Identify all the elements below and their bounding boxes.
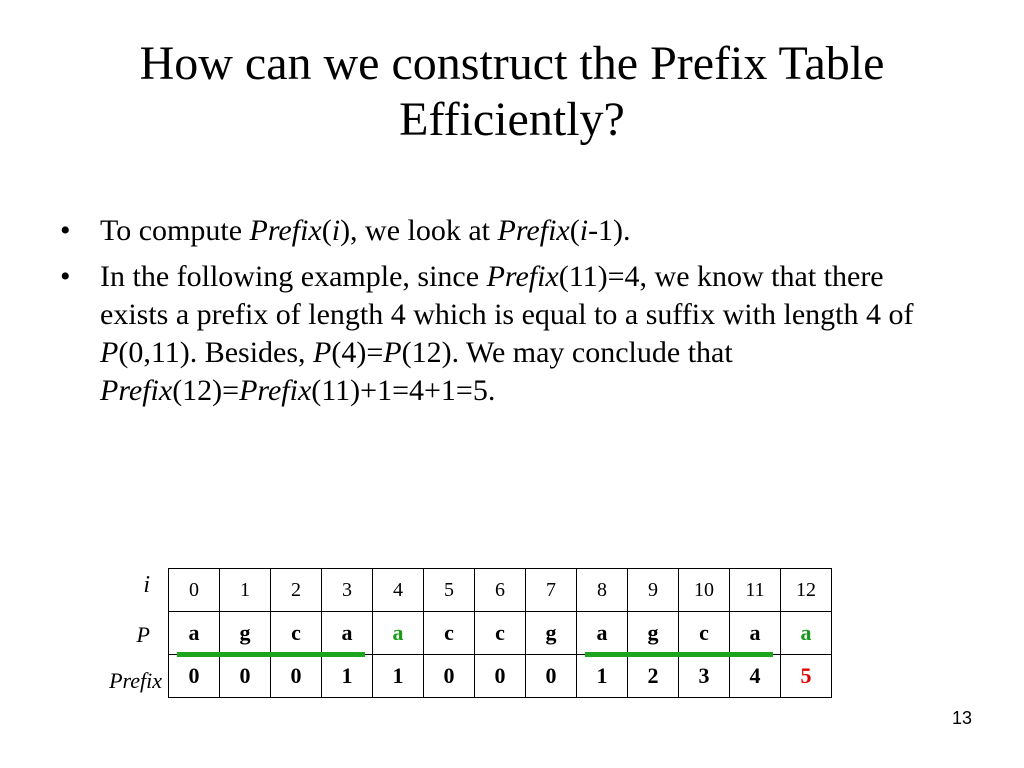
bullet-dot-icon: • xyxy=(60,214,71,247)
italic-term: i xyxy=(331,214,341,247)
text-run: (12)= xyxy=(172,374,240,407)
text-run: (12). We may conclude that xyxy=(401,336,733,369)
prefix-cell: 1 xyxy=(577,655,628,698)
prefix-cell: 1 xyxy=(373,655,424,698)
italic-term: Prefix xyxy=(486,260,559,293)
italic-term: i xyxy=(579,214,589,247)
pattern-cell: g xyxy=(526,612,577,655)
bullet-text-1 xyxy=(100,214,631,247)
index-cell: 7 xyxy=(526,569,577,612)
slide-title-line-1: How can we construct the Prefix Table xyxy=(139,37,885,90)
text-run: ( xyxy=(569,214,580,247)
prefix-cell: 0 xyxy=(220,655,271,698)
pattern-cell: a xyxy=(322,612,373,655)
bullet-dot-icon: • xyxy=(60,260,71,293)
text-run: (11)=4, we know that there exists a prefix of length 4 which is equal to a suffix with length 4 of xyxy=(100,260,914,331)
row-label-prefix: Prefix xyxy=(109,668,162,693)
prefix-row xyxy=(169,655,832,698)
prefix-cell: 0 xyxy=(424,655,475,698)
slide-title xyxy=(40,36,984,148)
italic-term: Prefix xyxy=(497,214,570,247)
italic-term: P xyxy=(313,336,332,369)
pattern-cell: c xyxy=(424,612,475,655)
pattern-cell: c xyxy=(679,612,730,655)
text-run: (0,11). Besides, xyxy=(118,336,314,369)
page-number: 13 xyxy=(951,708,972,728)
index-cell: 3 xyxy=(322,569,373,612)
index-cell: 10 xyxy=(679,569,730,612)
italic-term: Prefix xyxy=(239,374,312,407)
index-cell: 6 xyxy=(475,569,526,612)
match-underline xyxy=(585,652,773,657)
pattern-cell: c xyxy=(271,612,322,655)
text-run: ( xyxy=(321,214,332,247)
pattern-cell: c xyxy=(475,612,526,655)
index-cell: 5 xyxy=(424,569,475,612)
text-run: -1). xyxy=(588,214,631,247)
pattern-cell: a xyxy=(169,612,220,655)
slide-title-line-2: Efficiently? xyxy=(399,93,625,146)
prefix-cell: 0 xyxy=(526,655,577,698)
prefix-cell: 4 xyxy=(730,655,781,698)
index-cell: 9 xyxy=(628,569,679,612)
italic-term: Prefix xyxy=(100,374,173,407)
match-underline xyxy=(177,652,365,657)
prefix-cell: 0 xyxy=(271,655,322,698)
text-run: (11)+1=4+1=5. xyxy=(311,374,496,407)
text-run: To compute xyxy=(100,214,250,247)
pattern-row xyxy=(169,612,832,655)
prefix-cell: 2 xyxy=(628,655,679,698)
bullet-text-2 xyxy=(100,260,913,407)
index-cell: 1 xyxy=(220,569,271,612)
index-cell: 12 xyxy=(781,569,832,612)
text-run: (4)= xyxy=(331,336,384,369)
pattern-cell: a xyxy=(781,612,832,655)
prefix-cell: 3 xyxy=(679,655,730,698)
bullet-item-2 xyxy=(60,258,940,410)
pattern-cell: a xyxy=(730,612,781,655)
index-cell: 0 xyxy=(169,569,220,612)
index-cell: 2 xyxy=(271,569,322,612)
index-cell: 4 xyxy=(373,569,424,612)
bullet-list xyxy=(60,212,940,418)
italic-term: P xyxy=(383,336,402,369)
index-row xyxy=(169,569,832,612)
row-label-i: i xyxy=(143,572,150,598)
prefix-table xyxy=(168,568,832,698)
index-cell: 11 xyxy=(730,569,781,612)
pattern-cell: g xyxy=(628,612,679,655)
prefix-cell: 5 xyxy=(781,655,832,698)
row-label-p: P xyxy=(136,622,150,647)
italic-term: Prefix xyxy=(249,214,322,247)
bullet-item-1 xyxy=(60,212,940,250)
prefix-cell: 1 xyxy=(322,655,373,698)
pattern-cell: a xyxy=(577,612,628,655)
index-cell: 8 xyxy=(577,569,628,612)
italic-term: P xyxy=(100,336,119,369)
text-run: In the following example, since xyxy=(100,260,487,293)
prefix-cell: 0 xyxy=(169,655,220,698)
text-run: ), we look at xyxy=(340,214,498,247)
prefix-cell: 0 xyxy=(475,655,526,698)
pattern-cell: g xyxy=(220,612,271,655)
pattern-cell: a xyxy=(373,612,424,655)
